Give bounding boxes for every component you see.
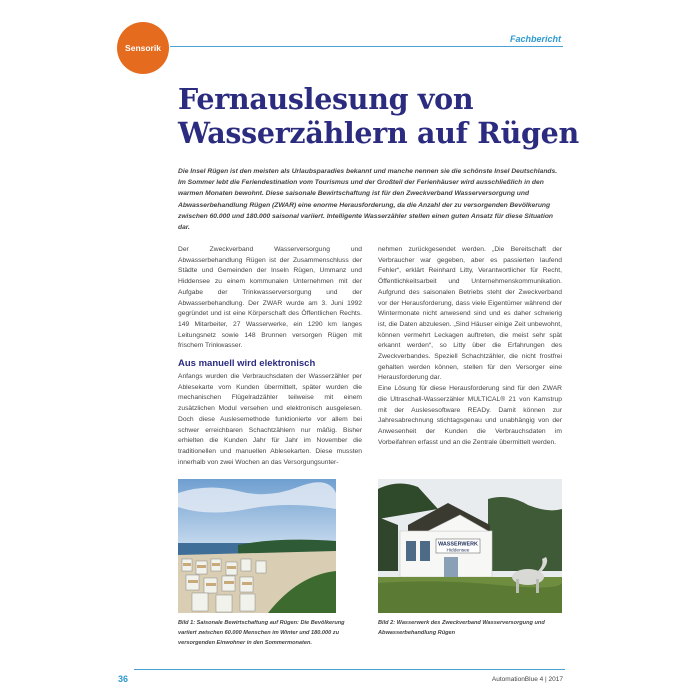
waterworks-illustration — [378, 479, 562, 613]
figure-caption-1: Bild 1: Saisonale Bewirtschaftung auf Rügen: Die Bevölkerung variiert zwischen 60.000 Menschen im Winter und 180.000 zu versorgenden Einwohner in den Sommermonaten. — [178, 620, 345, 646]
figure-caption-2: Bild 2: Wasserwerk des Zweckverband Wasserversorgung und Abwasserbehandlung Rügen — [378, 620, 545, 636]
beach-photo — [178, 479, 336, 613]
body-paragraph: Eine Lösung für diese Herausforderung sind für den ZWAR die Ultraschall-Wasserzähler MULTICAL® 21 von Kamstrup mit der Auslesesoftware READy. Damit können zur Jahresabrechnung stichtagsgenau und unabhängig von der Anwesenheit der Kunden die Verbrauchsdaten im Vorbeifahren erfasst und an die Zentrale übermittelt werden. — [378, 385, 562, 446]
body-paragraph: Der Zweckverband Wasserversorgung und Abwasserbehandlung Rügen ist der Zusammenschluss der Städte und Gemeinden der Inseln Rügen, Ummanz und Hiddensee zu einem kommunalen Unternehmen mit der Aufgabe der Trinkwasserversorgung und der Abwasserbehandlung. Der ZWAR wurde am 3. Juni 1992 gegründet und ist eine Körperschaft des Öffentlichen Rechts. 149 Mitarbeiter, 27 Wasserwerke, ein 1290 km langes Leitungsnetz sowie 148 Brunnen versorgen Rügen mit frischem Trinkwasser. — [178, 246, 362, 350]
beach-illustration — [178, 479, 336, 613]
header-rule — [170, 46, 563, 47]
body-paragraph: Anfangs wurden die Verbrauchsdaten der Wasserzähler per Ablesekarte vom Kunden übermittelt, später wurden die mechanischen Flügelradzähler teilweise mit einem zusätzlichen Modul versehen und elektronisch ausgelesen. Doch diese Auslesemethode funktionierte vor allem bei schwer erreichbaren Schachtzählern nur mäßig. Bisher erhielten die Kunden Jahr für Jahr im November die traditionellen und manuellen Ablesekarten. Diese mussten innerhalb von zwei Wochen an das Versorgungsunter- — [178, 373, 362, 466]
footer-brand: AutomationBlue 4 | 2017 — [491, 676, 563, 683]
waterworks-photo — [378, 479, 562, 613]
body-paragraph: nehmen zurückgesendet werden. „Die Bereitschaft der Verbraucher war gegeben, aber es passierten laufend Fehler“, erklärt Reinhard Litty, Verantwortlicher für Recht, Öffentlichkeitsarbeit und Unternehmenskommunikation. Aufgrund des saisonalen Betriebs steht der Zweckverband vor der Herausforderung, dass viele Eigentümer während der Wintermonate nicht anwesend sind und es daher schwierig ist, die Daten abzulesen. „Sind Häuser einige Zeit unbewohnt, können vermehrt Leckagen auftreten, die meist sehr spät erkannt werden“, so Litty über die Erfahrungen des Zweckverbandes. Speziell Schachtzähler, die nicht frostfrei gehalten werden können, stellen für den Versorger eine Herausforderung dar. — [378, 246, 562, 382]
text-column-right — [378, 245, 562, 448]
sign-title: WASSERWERK — [438, 541, 478, 548]
category-badge: Sensorik — [117, 22, 169, 74]
section-label: Fachbericht — [509, 34, 561, 44]
article-lead: Die Insel Rügen ist den meisten als Urlaubsparadies bekannt und manche nennen sie die schönste Insel Deutschlands. Im Sommer lebt die Feriendestination vom Tourismus und der Großteil der Ferienhäuser wird ausschließlich in den warmen Monaten bewohnt. Diese saisonale Bewirtschaftung ist für den Zweckverband Wasserversorgung und Abwasserbehandlung Rügen (ZWAR) eine enorme Herausforderung, da die Anzahl der zu versorgenden Bevölkerung zwischen 60.000 und 180.000 saisonal variiert. Intelligente Wasserzähler stellen einen guten Ansatz für diese Situation dar. — [178, 168, 558, 232]
footer-rule — [134, 669, 565, 670]
page-number: 36 — [118, 674, 129, 684]
sign-subtitle: Hiddensee — [446, 548, 470, 554]
subheading: Aus manuell wird elektronisch — [178, 358, 316, 370]
article-title: Fernauslesung von Wasserzählern auf Rügen — [178, 82, 579, 150]
text-column-left — [178, 245, 362, 468]
